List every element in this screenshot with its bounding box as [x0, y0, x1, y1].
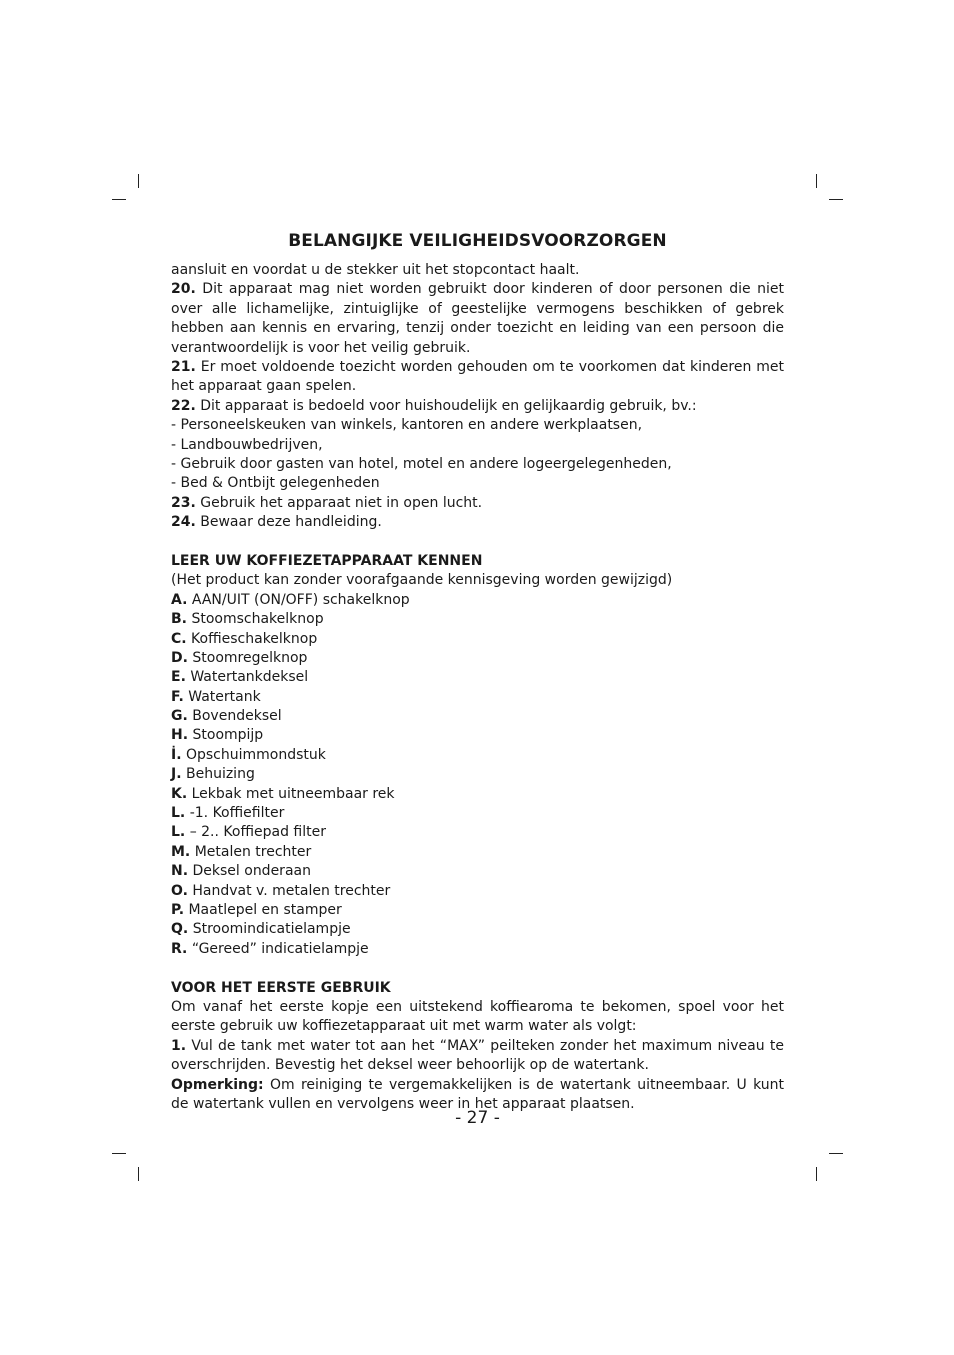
remark-label: Opmerking: — [171, 1076, 264, 1093]
part-item-g — [171, 707, 784, 726]
remark-text: Om reiniging te vergemakkelijken is de watertank uitneembaar. U kunt de watertank vullen en vervolgens weer in het apparaat plaatsen. — [171, 1076, 784, 1112]
part-letter: F. — [171, 688, 184, 705]
use-item: - Personeelskeuken van winkels, kantoren en andere werkplaatsen, — [171, 417, 643, 434]
part-item-l1 — [171, 804, 784, 823]
use-item: - Gebruik door gasten van hotel, motel en andere logeergelegenheden, — [171, 456, 672, 472]
item-number: 24. — [171, 514, 196, 531]
crop-mark-top-left-horizontal — [112, 199, 126, 200]
item-text: Bewaar deze handleiding. — [200, 514, 382, 531]
part-label: – 2.. Koffiepad filter — [189, 824, 326, 841]
part-label: Lekbak met uitneembaar rek — [191, 785, 395, 802]
part-item-l2 — [171, 823, 784, 842]
part-label: Metalen trechter — [194, 843, 312, 860]
use-item: - Bed & Ontbijt gelegenheden — [171, 475, 380, 492]
crop-mark-bottom-left-vertical — [138, 1167, 139, 1181]
part-item-e — [171, 668, 784, 687]
part-letter: R. — [171, 940, 188, 957]
part-letter: L. — [171, 805, 186, 822]
part-label: Watertank — [188, 688, 261, 705]
part-item-n — [171, 862, 784, 881]
crop-mark-bottom-right-vertical — [816, 1167, 817, 1181]
part-label: Handvat v. metalen trechter — [192, 882, 391, 899]
part-item-d — [171, 649, 784, 668]
parts-heading: LEER UW KOFFIEZETAPPARAAT KENNEN — [171, 552, 483, 569]
part-item-p — [171, 901, 784, 920]
crop-mark-top-right-vertical — [816, 174, 817, 188]
part-item-f — [171, 688, 784, 707]
safety-item-22 — [171, 397, 784, 416]
part-item-a — [171, 591, 784, 610]
item-text: Dit apparaat mag niet worden gebruikt door kinderen of door personen die niet over alle lichamelijke, zintuiglijke of geestelijke vermogens beschikken of gebrek hebben aan kennis en ervaring, tenzij onder toezicht en leiding van een persoon die verantwoordelijk is voor het veilig gebruik. — [171, 281, 784, 356]
part-label: Bovendeksel — [192, 708, 282, 725]
document-body — [171, 261, 784, 1114]
part-label: Koffieschakelknop — [191, 630, 318, 647]
step-number: 1. — [171, 1037, 187, 1054]
part-letter: J. — [171, 766, 182, 783]
part-letter: H. — [171, 727, 189, 744]
safety-item-20 — [171, 280, 784, 358]
crop-mark-top-right-horizontal — [829, 199, 843, 200]
first-use-heading: VOOR HET EERSTE GEBRUIK — [171, 979, 391, 996]
part-item-h — [171, 726, 784, 745]
part-label: Stoompijp — [192, 727, 264, 744]
part-letter: G. — [171, 708, 188, 725]
part-label: -1. Koffiefilter — [189, 805, 285, 822]
part-label: Deksel onderaan — [192, 863, 311, 880]
part-item-b — [171, 610, 784, 629]
part-letter: İ. — [171, 746, 182, 763]
first-use-step-1 — [171, 1037, 784, 1076]
spacer — [171, 959, 784, 978]
parts-note: (Het product kan zonder voorafgaande kennisgeving worden gewijzigd) — [171, 572, 673, 589]
page-number: - 27 - — [455, 1108, 500, 1128]
part-label: Watertankdeksel — [190, 669, 309, 686]
part-item-m — [171, 843, 784, 862]
safety-item-24 — [171, 513, 784, 532]
part-letter: K. — [171, 785, 188, 802]
crop-mark-top-left-vertical — [138, 174, 139, 188]
part-letter: L. — [171, 824, 186, 841]
safety-item-21 — [171, 358, 784, 397]
step-text: Vul de tank met water tot aan het “MAX” peilteken zonder het maximum niveau te overschrijden. Bevestig het deksel weer behoorlijk op de watertank. — [171, 1037, 784, 1074]
part-letter: B. — [171, 611, 187, 628]
part-item-j — [171, 765, 784, 784]
part-label: Behuizing — [185, 766, 255, 783]
part-letter: E. — [171, 669, 186, 686]
item-number: 23. — [171, 494, 196, 511]
item-number: 21. — [171, 359, 196, 376]
item-text: Gebruik het apparaat niet in open lucht. — [200, 494, 483, 511]
crop-mark-bottom-right-horizontal — [829, 1153, 843, 1154]
item-text: Er moet voldoende toezicht worden gehouden om te voorkomen dat kinderen met het apparaat gaan spelen. — [171, 359, 784, 395]
part-letter: M. — [171, 843, 191, 860]
part-item-o — [171, 882, 784, 901]
item-text: Dit apparaat is bedoeld voor huishoudelijk en gelijkaardig gebruik, bv.: — [200, 397, 697, 414]
part-letter: Q. — [171, 921, 189, 938]
part-label: Opschuimmondstuk — [185, 746, 326, 763]
use-item: - Landbouwbedrijven, — [171, 436, 323, 453]
part-label: Stoomregelknop — [192, 649, 308, 666]
crop-mark-bottom-left-horizontal — [112, 1153, 126, 1154]
part-label: Stoomschakelknop — [191, 611, 324, 628]
part-letter: A. — [171, 591, 188, 608]
part-letter: N. — [171, 863, 189, 880]
item-number: 20. — [171, 281, 196, 298]
part-letter: D. — [171, 649, 188, 666]
part-letter: P. — [171, 901, 185, 918]
part-label: Maatlepel en stamper — [188, 901, 342, 918]
spacer — [171, 533, 784, 552]
first-use-intro: Om vanaf het eerste kopje een uitstekend koffiearoma te bekomen, spoel voor het eerste gebruik uw koffiezetapparaat uit met warm water als volgt: — [171, 998, 784, 1035]
part-letter: C. — [171, 630, 187, 647]
part-label: AAN/UIT (ON/OFF) schakelknop — [191, 591, 410, 608]
safety-item-23 — [171, 494, 784, 513]
part-label: Stroomindicatielampje — [192, 921, 351, 938]
safety-continuation: aansluit en voordat u de stekker uit het stopcontact haalt. — [171, 262, 580, 278]
part-item-k — [171, 785, 784, 804]
part-letter: O. — [171, 882, 188, 899]
item-number: 22. — [171, 397, 196, 414]
part-item-r — [171, 940, 784, 959]
part-item-c — [171, 630, 784, 649]
part-label: “Gereed” indicatielampje — [191, 940, 369, 957]
part-item-i — [171, 746, 784, 765]
part-item-q — [171, 920, 784, 939]
page-title: BELANGIJKE VEILIGHEIDSVOORZORGEN — [288, 231, 667, 251]
